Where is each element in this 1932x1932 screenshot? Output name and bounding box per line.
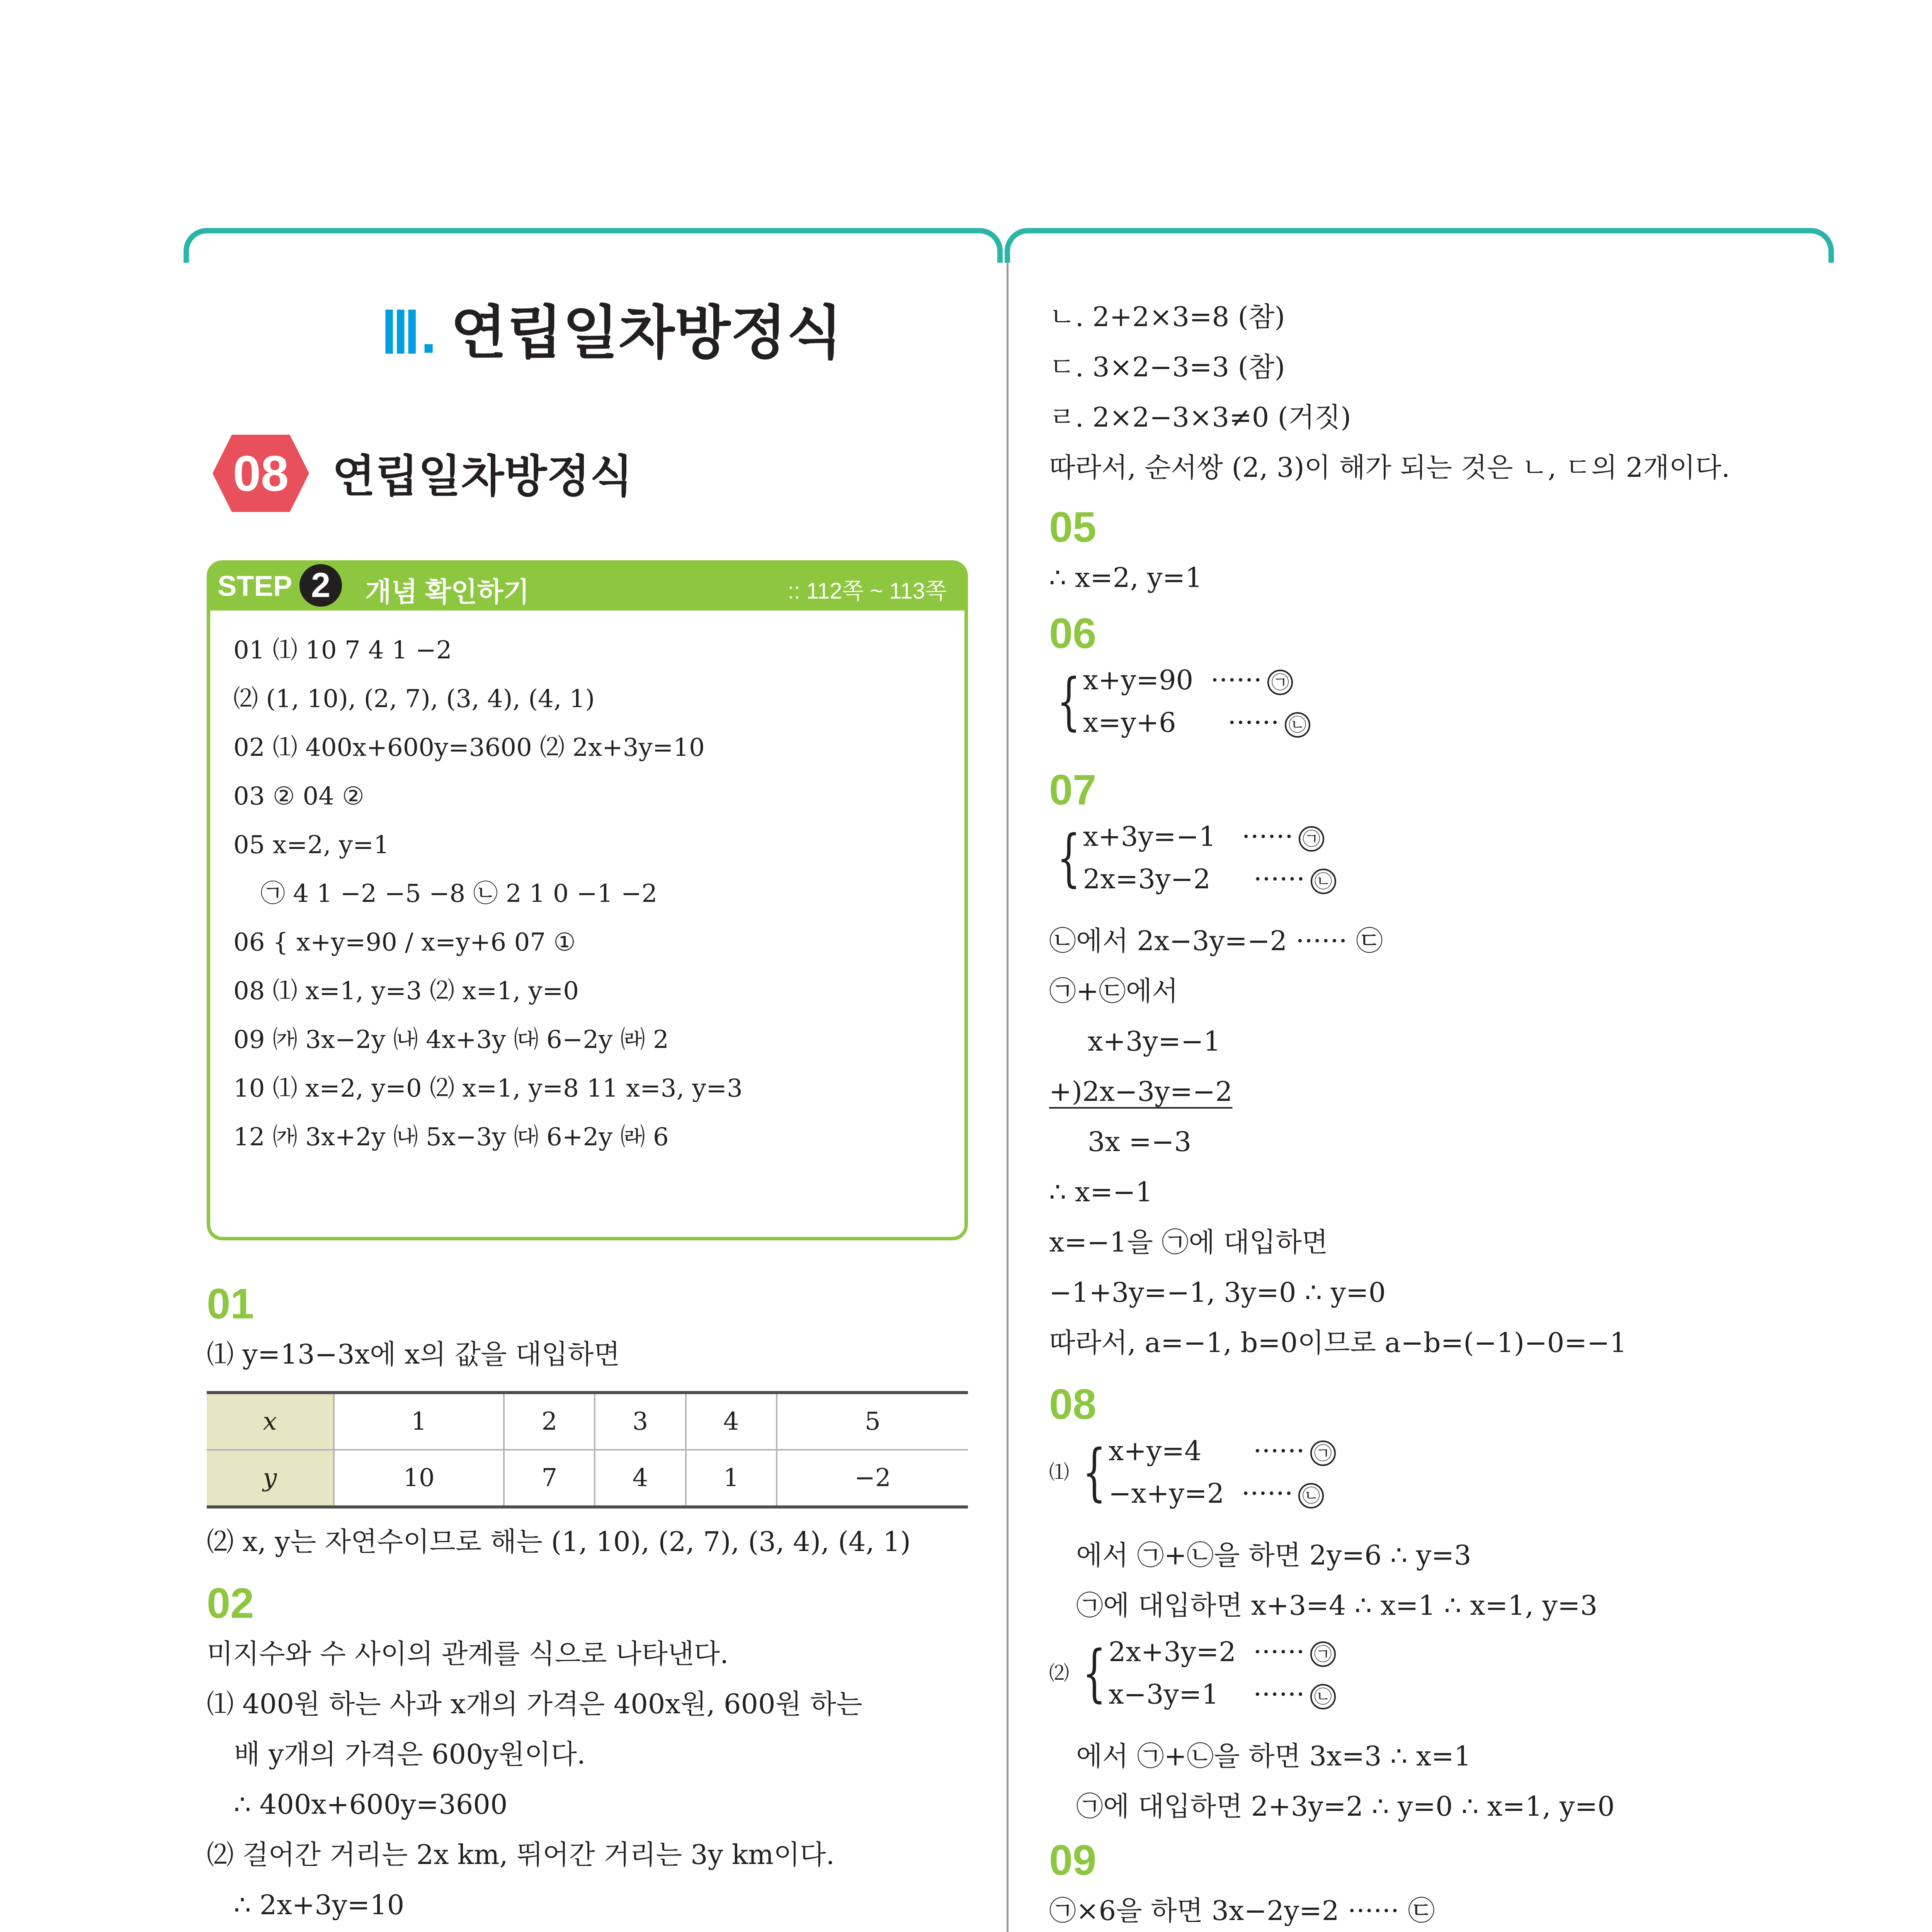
dots: ······ bbox=[1253, 863, 1305, 895]
table-cell: −2 bbox=[777, 1450, 968, 1507]
step-answer-line: ⑵ (1, 10), (2, 7), (3, 4), (4, 1) bbox=[233, 685, 595, 713]
solution-line: ⑴ 400원 하는 사과 x개의 가격은 400x원, 600원 하는 bbox=[207, 1688, 862, 1720]
solution-line: 따라서, a=−1, b=0이므로 a−b=(−1)−0=−1 bbox=[1049, 1327, 1627, 1359]
equation-text: x−3y=1 bbox=[1108, 1679, 1219, 1710]
solution-line: ㄹ. 2×2−3×3≠0 (거짓) bbox=[1049, 401, 1351, 433]
marker: ㉠ bbox=[1299, 826, 1324, 852]
solution-line: x=−1을 ㉠에 대입하면 bbox=[1049, 1226, 1328, 1258]
equation-system bbox=[1049, 1430, 1818, 1530]
system-lines bbox=[1083, 659, 1310, 744]
table-row-y bbox=[207, 1450, 968, 1507]
equation bbox=[1109, 1673, 1336, 1716]
step-answer-line: 01 ⑴ 10 7 4 1 −2 bbox=[233, 636, 452, 665]
equation bbox=[1083, 815, 1336, 858]
equation-system bbox=[1049, 1631, 1818, 1731]
solution-line: 에서 ㉠+㉡을 하면 3x=3 ∴ x=1 bbox=[1076, 1740, 1471, 1772]
solution-line: ⑴ y=13−3x에 x의 값을 대입하면 bbox=[207, 1338, 620, 1370]
equation bbox=[1083, 858, 1336, 900]
table-cell: 2 bbox=[504, 1393, 595, 1450]
brace: { bbox=[1057, 821, 1081, 894]
table-row-x bbox=[207, 1393, 968, 1450]
solution-01-part2 bbox=[207, 1517, 972, 1567]
step-number: 2 bbox=[299, 564, 342, 607]
question-number: 07 bbox=[1049, 766, 1097, 814]
dots: ······ bbox=[1210, 664, 1262, 696]
question-number: 02 bbox=[207, 1580, 254, 1627]
table-cell: 5 bbox=[777, 1393, 968, 1450]
table-cell: 1 bbox=[686, 1450, 777, 1507]
step-answer-list bbox=[233, 626, 743, 1162]
system-lines bbox=[1109, 1631, 1336, 1716]
unit-title bbox=[381, 286, 842, 369]
equation-text: x+y=90 bbox=[1083, 664, 1194, 696]
solution-04-cont bbox=[1049, 292, 1818, 493]
marker: ㉡ bbox=[1285, 712, 1310, 738]
marker: ㉡ bbox=[1298, 1483, 1324, 1509]
question-number: 08 bbox=[1049, 1381, 1097, 1428]
solution-line: ⑵ 걸어간 거리는 2x km, 뛰어간 거리는 3y km이다. bbox=[207, 1839, 835, 1871]
solution-line: 에서 ㉠+㉡을 하면 2y=6 ∴ y=3 bbox=[1076, 1539, 1471, 1571]
solution-01 bbox=[207, 1275, 972, 1379]
marker: ㉠ bbox=[1310, 1641, 1336, 1667]
table-cell: 1 bbox=[334, 1393, 504, 1450]
dots: ······ bbox=[1242, 821, 1294, 852]
section-badge-number: 08 bbox=[233, 445, 289, 502]
step-pages: :: 112쪽 ~ 113쪽 bbox=[787, 578, 947, 604]
table-header-y: y bbox=[207, 1450, 334, 1507]
dots: ······ bbox=[1241, 1478, 1293, 1509]
solution-line: ㉠에 대입하면 2+3y=2 ∴ y=0 ∴ x=1, y=0 bbox=[1076, 1791, 1615, 1822]
step-answer-line: 09 ㈎ 3x−2y ㈏ 4x+3y ㈐ 6−2y ㈑ 2 bbox=[233, 1026, 669, 1054]
question-number: 05 bbox=[1049, 503, 1097, 551]
table-cell: 10 bbox=[334, 1450, 504, 1507]
equation bbox=[1109, 1472, 1336, 1515]
dots: ······ bbox=[1253, 1435, 1305, 1467]
solution-line: ⑵ x, y는 자연수이므로 해는 (1, 10), (2, 7), (3, 4), (4, 1) bbox=[207, 1526, 911, 1558]
solution-line: 3x =−3 bbox=[1088, 1126, 1192, 1158]
solution-line: ∴ 400x+600y=3600 bbox=[234, 1789, 508, 1820]
solution-line: ㉠+㉢에서 bbox=[1049, 975, 1178, 1007]
equation bbox=[1109, 1631, 1336, 1673]
solution-line: +)2x−3y=−2 bbox=[1049, 1076, 1233, 1107]
xy-table bbox=[207, 1391, 968, 1509]
step-answer-line: 10 ⑴ x=2, y=0 ⑵ x=1, y=8 11 x=3, y=3 bbox=[233, 1074, 743, 1103]
solution-line: ∴ x=−1 bbox=[1049, 1176, 1153, 1208]
brace: { bbox=[1082, 1637, 1106, 1709]
solution-line: ∴ 2x+3y=10 bbox=[234, 1889, 405, 1921]
equation-text: −x+y=2 bbox=[1108, 1478, 1225, 1509]
solution-line: ㄷ. 3×2−3=3 (참) bbox=[1049, 351, 1285, 383]
step-label: STEP bbox=[218, 570, 293, 602]
dots: ······ bbox=[1253, 1679, 1305, 1710]
table-cell: 4 bbox=[595, 1450, 685, 1507]
brace: { bbox=[1057, 665, 1081, 737]
equation-system bbox=[1049, 815, 1818, 916]
table-cell: 7 bbox=[504, 1450, 595, 1507]
section-badge bbox=[213, 435, 309, 512]
solution-line: ㉠×6을 하면 3x−2y=2 ······ ㉢ bbox=[1049, 1895, 1435, 1927]
step-header bbox=[207, 560, 968, 611]
solution-line: 미지수와 수 사이의 관계를 식으로 나타낸다. bbox=[207, 1638, 729, 1670]
solution-line: ㄴ. 2+2×3=8 (참) bbox=[1049, 301, 1285, 333]
marker: ㉡ bbox=[1311, 869, 1336, 894]
table-cell: 3 bbox=[595, 1393, 685, 1450]
marker: ㉠ bbox=[1310, 1440, 1336, 1466]
section-title: 연립일차방정식 bbox=[332, 452, 633, 501]
unit-number: Ⅲ. bbox=[381, 300, 437, 365]
equation bbox=[1083, 659, 1310, 701]
marker: ㉡ bbox=[1310, 1684, 1336, 1709]
step-answer-line: 02 ⑴ 400x+600y=3600 ⑵ 2x+3y=10 bbox=[233, 733, 705, 762]
step-answer-line: ㉠ 4 1 −2 −5 −8 ㉡ 2 1 0 −1 −2 bbox=[260, 879, 658, 908]
equation-text: 2x=3y−2 bbox=[1083, 863, 1211, 895]
system-lines bbox=[1083, 815, 1336, 900]
solution-line: x+3y=−1 bbox=[1088, 1026, 1221, 1057]
brace: { bbox=[1082, 1436, 1106, 1508]
step-answer-line: 08 ⑴ x=1, y=3 ⑵ x=1, y=0 bbox=[233, 977, 579, 1005]
question-number: 09 bbox=[1049, 1837, 1097, 1884]
step-answer-line: 05 x=2, y=1 bbox=[233, 831, 389, 859]
solution-02 bbox=[207, 1575, 972, 1930]
solution-line: ㉡에서 2x−3y=−2 ······ ㉢ bbox=[1049, 925, 1383, 957]
solution-09 bbox=[1049, 1832, 1818, 1932]
column-divider bbox=[1007, 263, 1009, 1932]
step-answer-line: 12 ㈎ 3x+2y ㈏ 5x−3y ㈐ 6+2y ㈑ 6 bbox=[233, 1123, 669, 1151]
equation-text: x+y=4 bbox=[1108, 1435, 1202, 1467]
solution-06 bbox=[1049, 605, 1818, 759]
equation-text: x+3y=−1 bbox=[1083, 821, 1216, 852]
unit-name: 연립일차방정식 bbox=[451, 300, 843, 365]
dots: ······ bbox=[1228, 707, 1279, 738]
solution-08 bbox=[1049, 1376, 1818, 1832]
solution-line: 배 y개의 가격은 600y원이다. bbox=[234, 1738, 586, 1770]
step-title: 개념 확인하기 bbox=[365, 577, 530, 607]
table-cell: 4 bbox=[686, 1393, 777, 1450]
step-answer-box bbox=[207, 611, 968, 1240]
solution-line: ∴ x=2, y=1 bbox=[1049, 562, 1202, 594]
equation-text: 2x+3y=2 bbox=[1108, 1636, 1236, 1668]
top-frame-right bbox=[1005, 228, 1834, 263]
dots: ······ bbox=[1253, 1636, 1305, 1668]
equation-system bbox=[1049, 659, 1818, 759]
equation bbox=[1083, 701, 1310, 744]
step-answer-line: 06 { x+y=90 / x=y+6 07 ① bbox=[233, 928, 576, 957]
solution-line: ㉠에 대입하면 x+3=4 ∴ x=1 ∴ x=1, y=3 bbox=[1076, 1590, 1598, 1621]
system-lines bbox=[1109, 1430, 1336, 1515]
top-frame-left bbox=[184, 228, 1003, 263]
solution-07 bbox=[1049, 761, 1818, 1368]
table-header-x: x bbox=[207, 1393, 334, 1450]
solution-line: 따라서, 순서쌍 (2, 3)이 해가 되는 것은 ㄴ, ㄷ의 2개이다. bbox=[1049, 452, 1730, 483]
part-label: ⑵ bbox=[1049, 1662, 1070, 1685]
part-label: ⑴ bbox=[1049, 1461, 1070, 1484]
equation bbox=[1109, 1430, 1336, 1472]
question-number: 01 bbox=[207, 1280, 254, 1328]
solution-05 bbox=[1049, 498, 1818, 603]
step-answer-line: 03 ② 04 ② bbox=[233, 782, 364, 811]
equation-text: x=y+6 bbox=[1083, 707, 1176, 738]
solution-line: −1+3y=−1, 3y=0 ∴ y=0 bbox=[1049, 1277, 1386, 1308]
question-number: 06 bbox=[1049, 610, 1097, 657]
marker: ㉠ bbox=[1267, 670, 1293, 695]
